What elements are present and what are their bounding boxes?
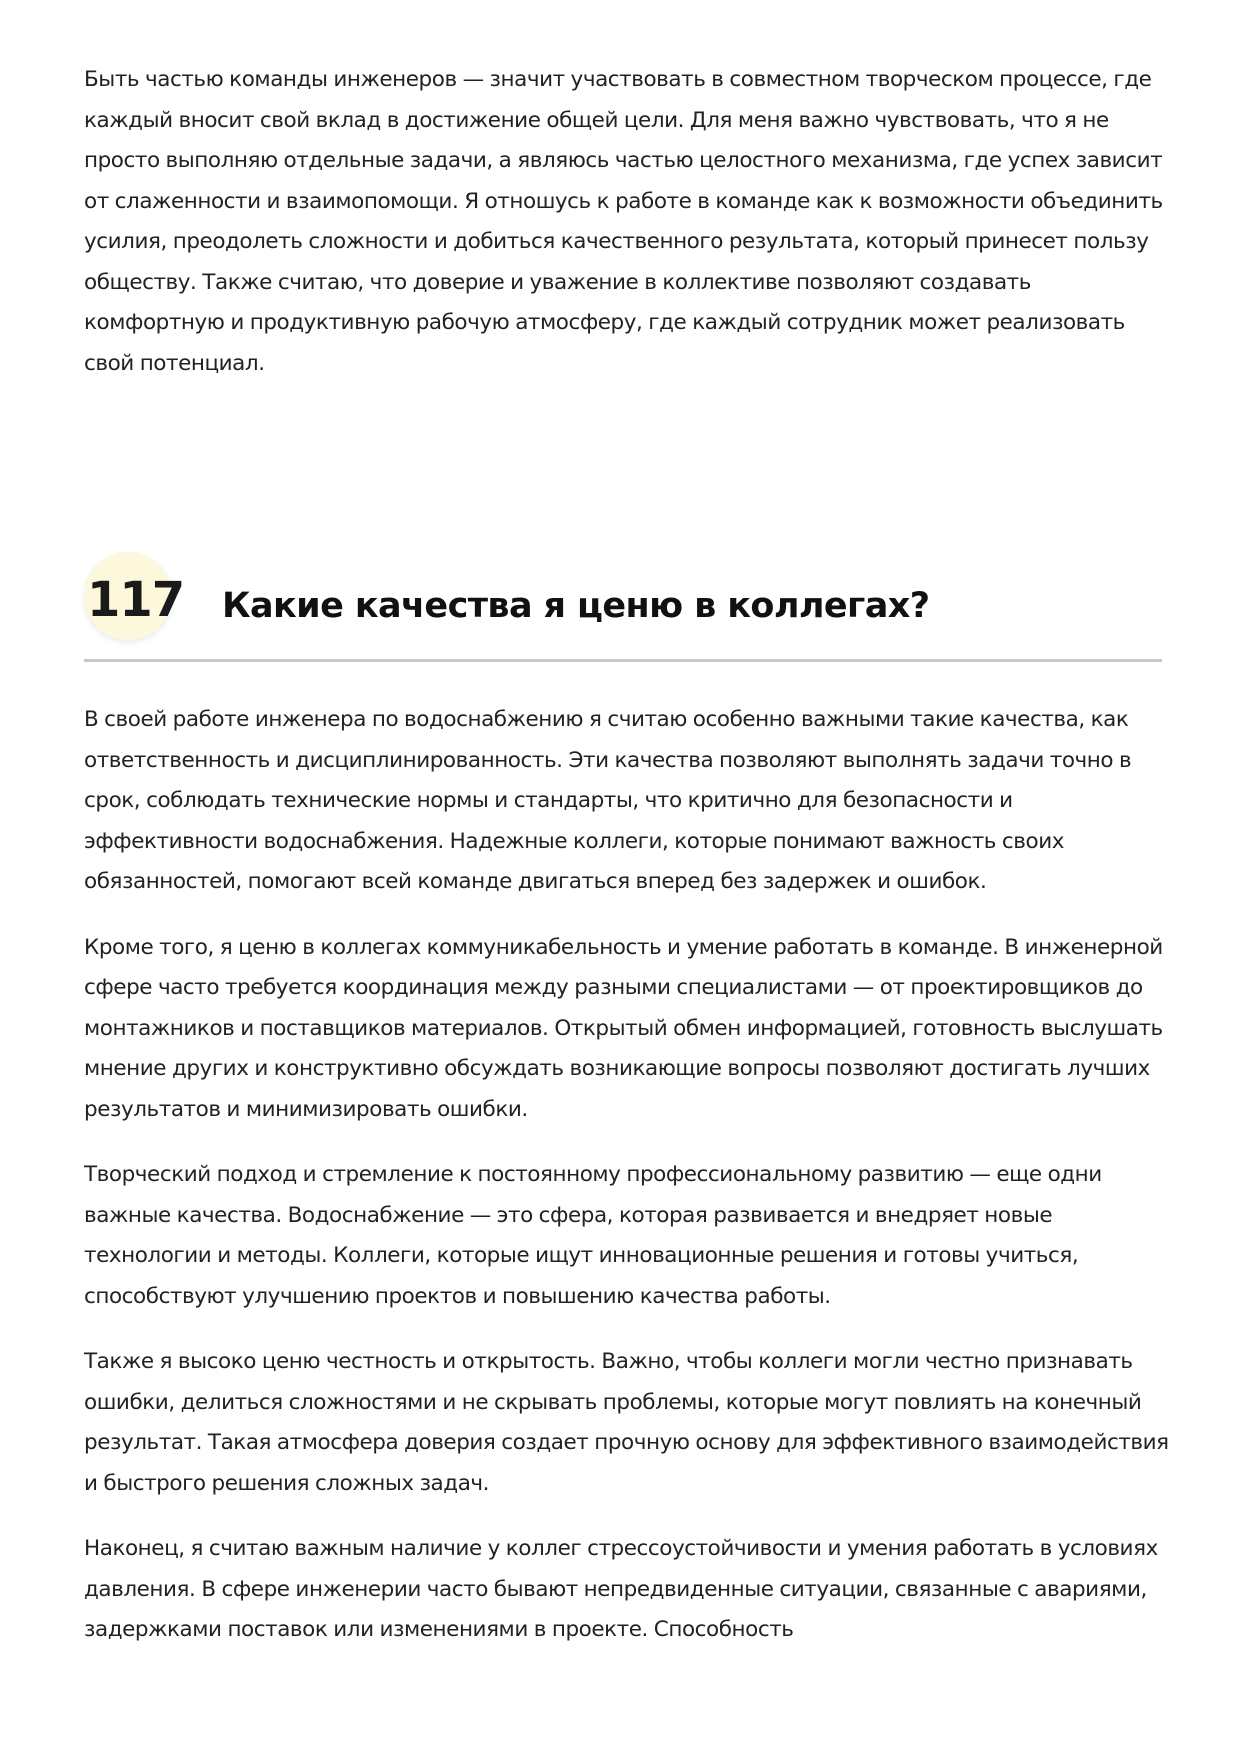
question-divider [84, 659, 1162, 662]
question-header [84, 552, 1162, 662]
answer-paragraph: Наконец, я считаю важным наличие у коллег стрессоустойчивости и умения работать в условиях давления. В сфере инженерии часто бывают непредвиденные ситуации, связанные с авариями, задержками поставок или изменениями в проекте. Способность [84, 1536, 1158, 1642]
question-title: Какие качества я ценю в коллегах? [222, 586, 930, 626]
answer-paragraph: В своей работе инженера по водоснабжению я считаю особенно важными такие качества, как ответственность и дисциплинированность. Эти качества позволяют выполнять задачи точно в срок, соблюдать технические нормы и стандарты, что критично для безопасности и эффективности водоснабжения. Надежные коллеги, которые понимают важность своих обязанностей, помогают всей команде двигаться вперед без задержек и ошибок. [84, 707, 1132, 894]
question-number: 117 [87, 572, 185, 628]
answer-paragraph: Кроме того, я ценю в коллегах коммуникабельность и умение работать в команде. В инженерной сфере часто требуется координация между разными специалистами — от проектировщиков до монтажников и поставщиков материалов. Открытый обмен информацией, готовность выслушать мнение других и конструктивно обсуждать возникающие вопросы позволяют достигать лучших результатов и минимизировать ошибки. [84, 934, 1163, 1122]
answer-section [84, 700, 1169, 1676]
answer-paragraph: Творческий подход и стремление к постоянному профессиональному развитию — еще одни важные качества. Водоснабжение — это сфера, которая развивается и внедряет новые технологии и методы. Коллеги, которые ищут инновационные решения и готовы учиться, способствуют улучшению проектов и повышению качества работы. [84, 1162, 1102, 1309]
answer-paragraph: Также я высоко ценю честность и открытость. Важно, чтобы коллеги могли честно признавать ошибки, делиться сложностями и не скрывать проблемы, которые могут повлиять на конечный результат. Такая атмосфера доверия создает прочную основу для эффективного взаимодействия и быстрого решения сложных задач. [84, 1349, 1169, 1496]
intro-section [84, 60, 1169, 384]
intro-paragraph: Быть частью команды инженеров — значит участвовать в совместном творческом процессе, где каждый вносит свой вклад в достижение общей цели. Для меня важно чувствовать, что я не просто выполняю отдельные задачи, а являюсь частью целостного механизма, где успех зависит от слаженности и взаимопомощи. Я отношусь к работе в команде как к возможности объединить усилия, преодолеть сложности и добиться качественного результата, который принесет пользу обществу. Также считаю, что доверие и уважение в коллективе позволяют создавать комфортную и продуктивную рабочую атмосферу, где каждый сотрудник может реализовать свой потенциал. [84, 67, 1163, 376]
